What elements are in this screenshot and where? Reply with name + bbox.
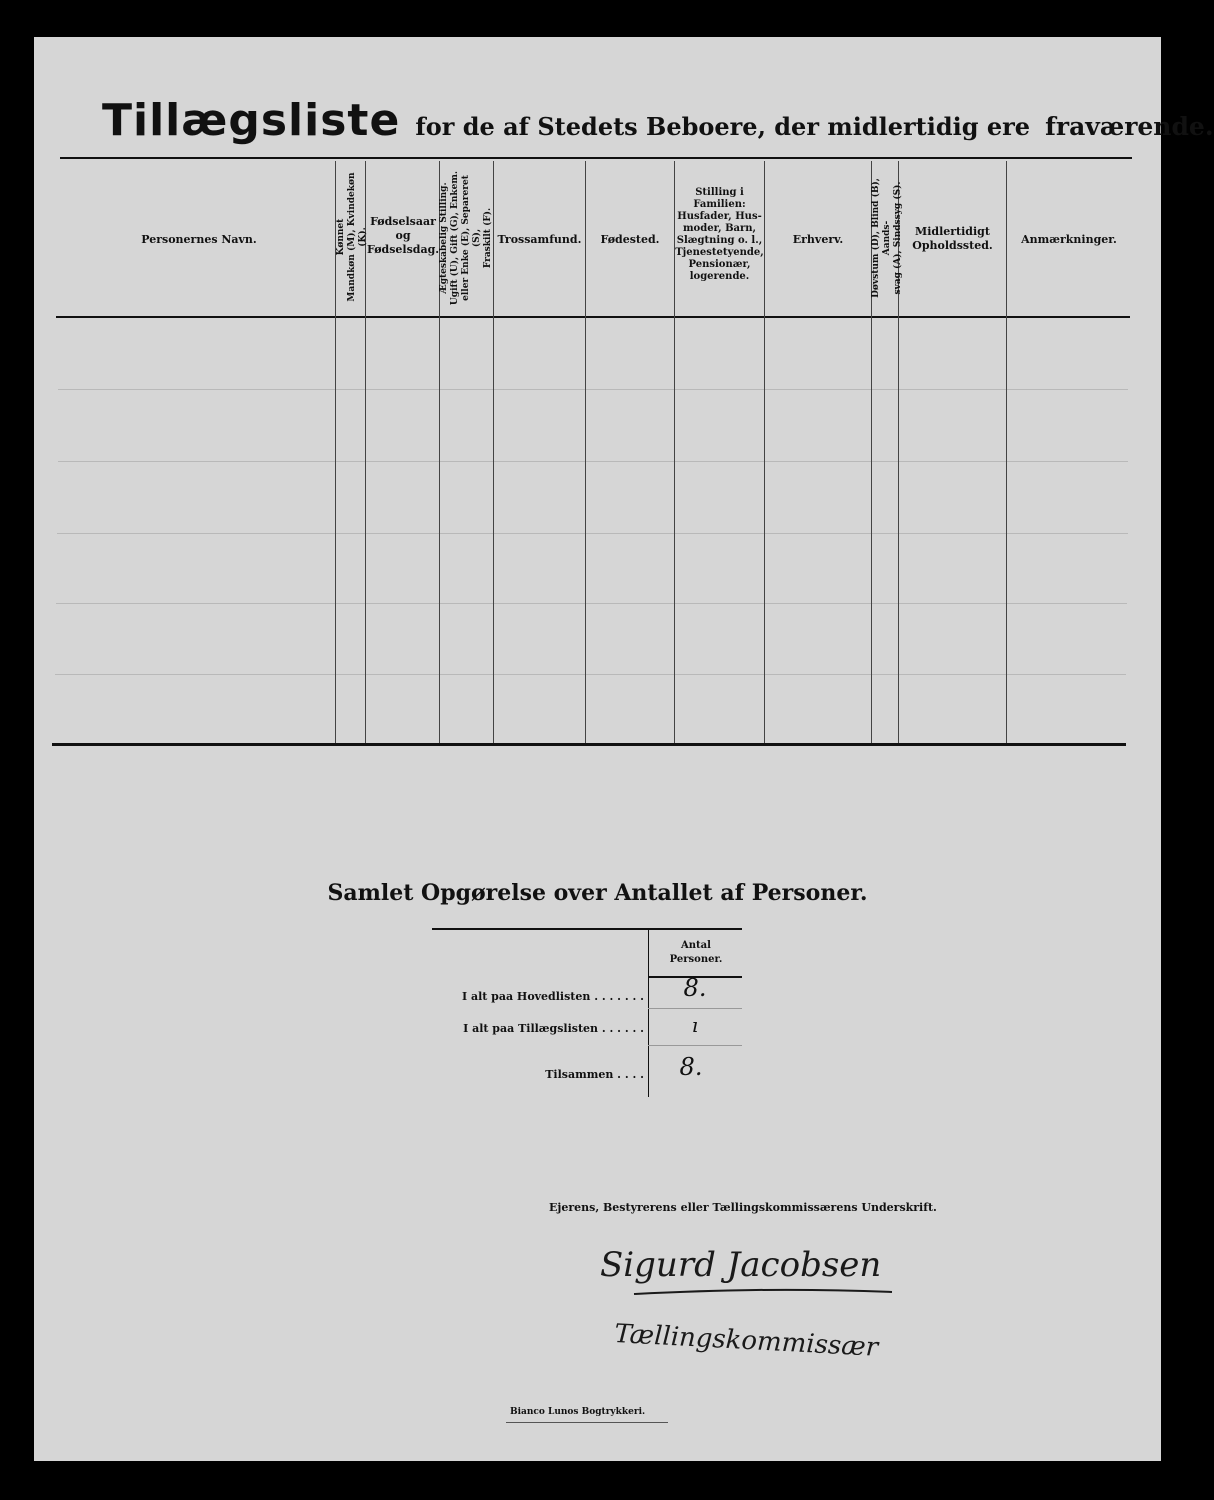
table-bottom-rule <box>52 743 1126 746</box>
printer-underline <box>506 1422 668 1423</box>
summary-value-supplement: ı <box>691 1013 699 1037</box>
printer-imprint: Bianco Lunos Bogtrykkeri. <box>510 1407 646 1417</box>
title-rest: for de af Stedets Beboere, der midlertidig ere <box>415 112 1031 141</box>
summary-label-total: Tilsammen . . . . <box>545 1068 644 1081</box>
summary-label-main-list: I alt paa Hovedlisten . . . . . . . <box>461 990 644 1003</box>
summary-title: Samlet Opgørelse over Antallet af Personer. <box>327 880 868 906</box>
handwritten-signature <box>594 1232 904 1372</box>
header-occupation: Erhverv. <box>792 233 844 246</box>
header-birthplace: Fødested. <box>600 233 660 246</box>
header-sex: Kønnet Mandkøn (M), Kvindekøn (K). <box>336 172 368 302</box>
summary-row-rule <box>648 1045 742 1046</box>
summary-value-total: 8. <box>679 1053 703 1081</box>
header-disability: Døvstum (D), Blind (B), Aands- svag (A), Sindssyg (S). <box>871 178 903 298</box>
summary-column-header: Antal Personer. <box>669 940 723 965</box>
summary-value-main-list: 8. <box>683 974 707 1002</box>
header-faith: Trossamfund. <box>497 233 582 246</box>
header-name: Personernes Navn. <box>141 233 257 246</box>
table-row <box>58 461 1128 462</box>
header-family: Stilling i Familien: Husfader, Hus- moder, Barn, Slægtning o. l., Tjenestetyende, Pensionær, logerende. <box>675 187 764 282</box>
page-title <box>102 95 1214 155</box>
title-emphasis: fraværende. <box>1045 112 1214 141</box>
table-row <box>56 603 1127 604</box>
census-sheet <box>34 37 1214 1461</box>
title-main: Tillægsliste <box>102 95 401 146</box>
table-row <box>55 674 1126 675</box>
column-divider <box>764 161 765 743</box>
header-remarks: Anmærkninger. <box>1021 233 1117 246</box>
table-row <box>57 533 1128 534</box>
column-divider <box>365 161 366 743</box>
table-header-rule <box>56 316 1130 318</box>
signature-name: Sigurd Jacobsen <box>600 1245 882 1285</box>
summary-label-supplement: I alt paa Tillægslisten . . . . . . <box>463 1022 644 1035</box>
column-divider <box>585 161 586 743</box>
table-top-rule <box>60 157 1132 159</box>
column-divider <box>1006 161 1007 743</box>
header-temp-residence: Midlertidigt Opholdssted. <box>912 225 993 252</box>
signature-title: Tællingskommissær <box>613 1319 879 1363</box>
table-row <box>58 389 1128 390</box>
summary-row-rule <box>648 1008 742 1009</box>
signature-caption: Ejerens, Bestyrerens eller Tællingskommissærens Underskrift. <box>549 1201 937 1214</box>
header-birth: Fødselsaar og Fødselsdag. <box>367 215 440 256</box>
header-marital: Ægteskabelig Stilling. Ugift (U), Gift (G), Enkem. eller Enke (E), Separeret (S), Fraskilt (F). <box>439 170 493 306</box>
summary-top-rule <box>432 928 742 930</box>
